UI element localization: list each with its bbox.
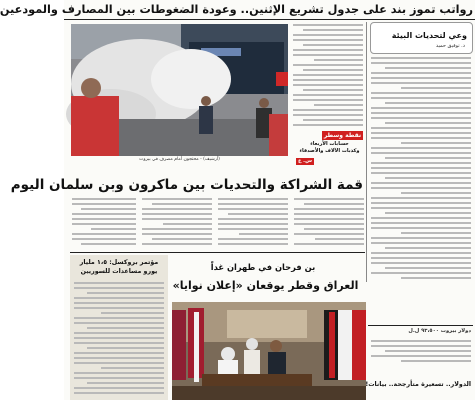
top-divider xyxy=(64,19,475,20)
story-text-middle xyxy=(293,24,363,130)
column-tab-line-2: وكذبات الآلاف والأصدقاء xyxy=(299,148,360,154)
story2-kicker: بن فرحان في طهران غداً xyxy=(210,262,316,272)
main-story-divider xyxy=(70,252,365,253)
main-story-col-1 xyxy=(72,198,136,248)
main-story-col-2 xyxy=(142,198,212,248)
column-tab-title xyxy=(296,141,363,155)
column-tab-byline: س. ع xyxy=(296,158,314,165)
bottom-right-divider xyxy=(368,325,473,326)
brussels-text xyxy=(74,282,164,397)
main-story-col-3 xyxy=(218,198,288,248)
main-story-col-4 xyxy=(294,198,364,248)
signing-ceremony-photo xyxy=(172,302,366,400)
story2-headline: العراق وقطر يوقعان «إعلان نوايا» xyxy=(172,279,359,292)
right-column-title: وعي لتحديات البيئة xyxy=(391,31,467,40)
right-column-divider xyxy=(366,22,367,282)
brussels-headline: مؤتمر بروكسل: ١،٥ مليار يورو مساعدات للسوريين xyxy=(79,259,159,275)
right-column-text xyxy=(371,57,471,282)
photo-caption: (أرشيف) - محتجون أمام مصرف في بيروت xyxy=(139,157,220,162)
column-tab: نقطة وسطر xyxy=(323,132,362,139)
right-column-author: د. توفيق حميد xyxy=(435,43,465,49)
dollar-teaser: الدولار.. تسعيرة متأرجحة.. بيانات! xyxy=(365,381,471,388)
column-tab-line-1: حسابات الأربعاء xyxy=(310,141,349,147)
exchange-rate: دولار بيروت ٩٣،٥٠٠ ل.ل xyxy=(408,328,471,334)
exchange-text xyxy=(371,340,471,380)
top-headline: رواتب تموز بند على جدول تشريع الإثنين.. وعودة الضغوطات بين المصارف والمودعين xyxy=(0,3,473,16)
protest-photo xyxy=(71,24,288,156)
main-headline: قمة الشراكة والتحديات بين ماكرون وبن سلمان اليوم xyxy=(10,177,363,193)
